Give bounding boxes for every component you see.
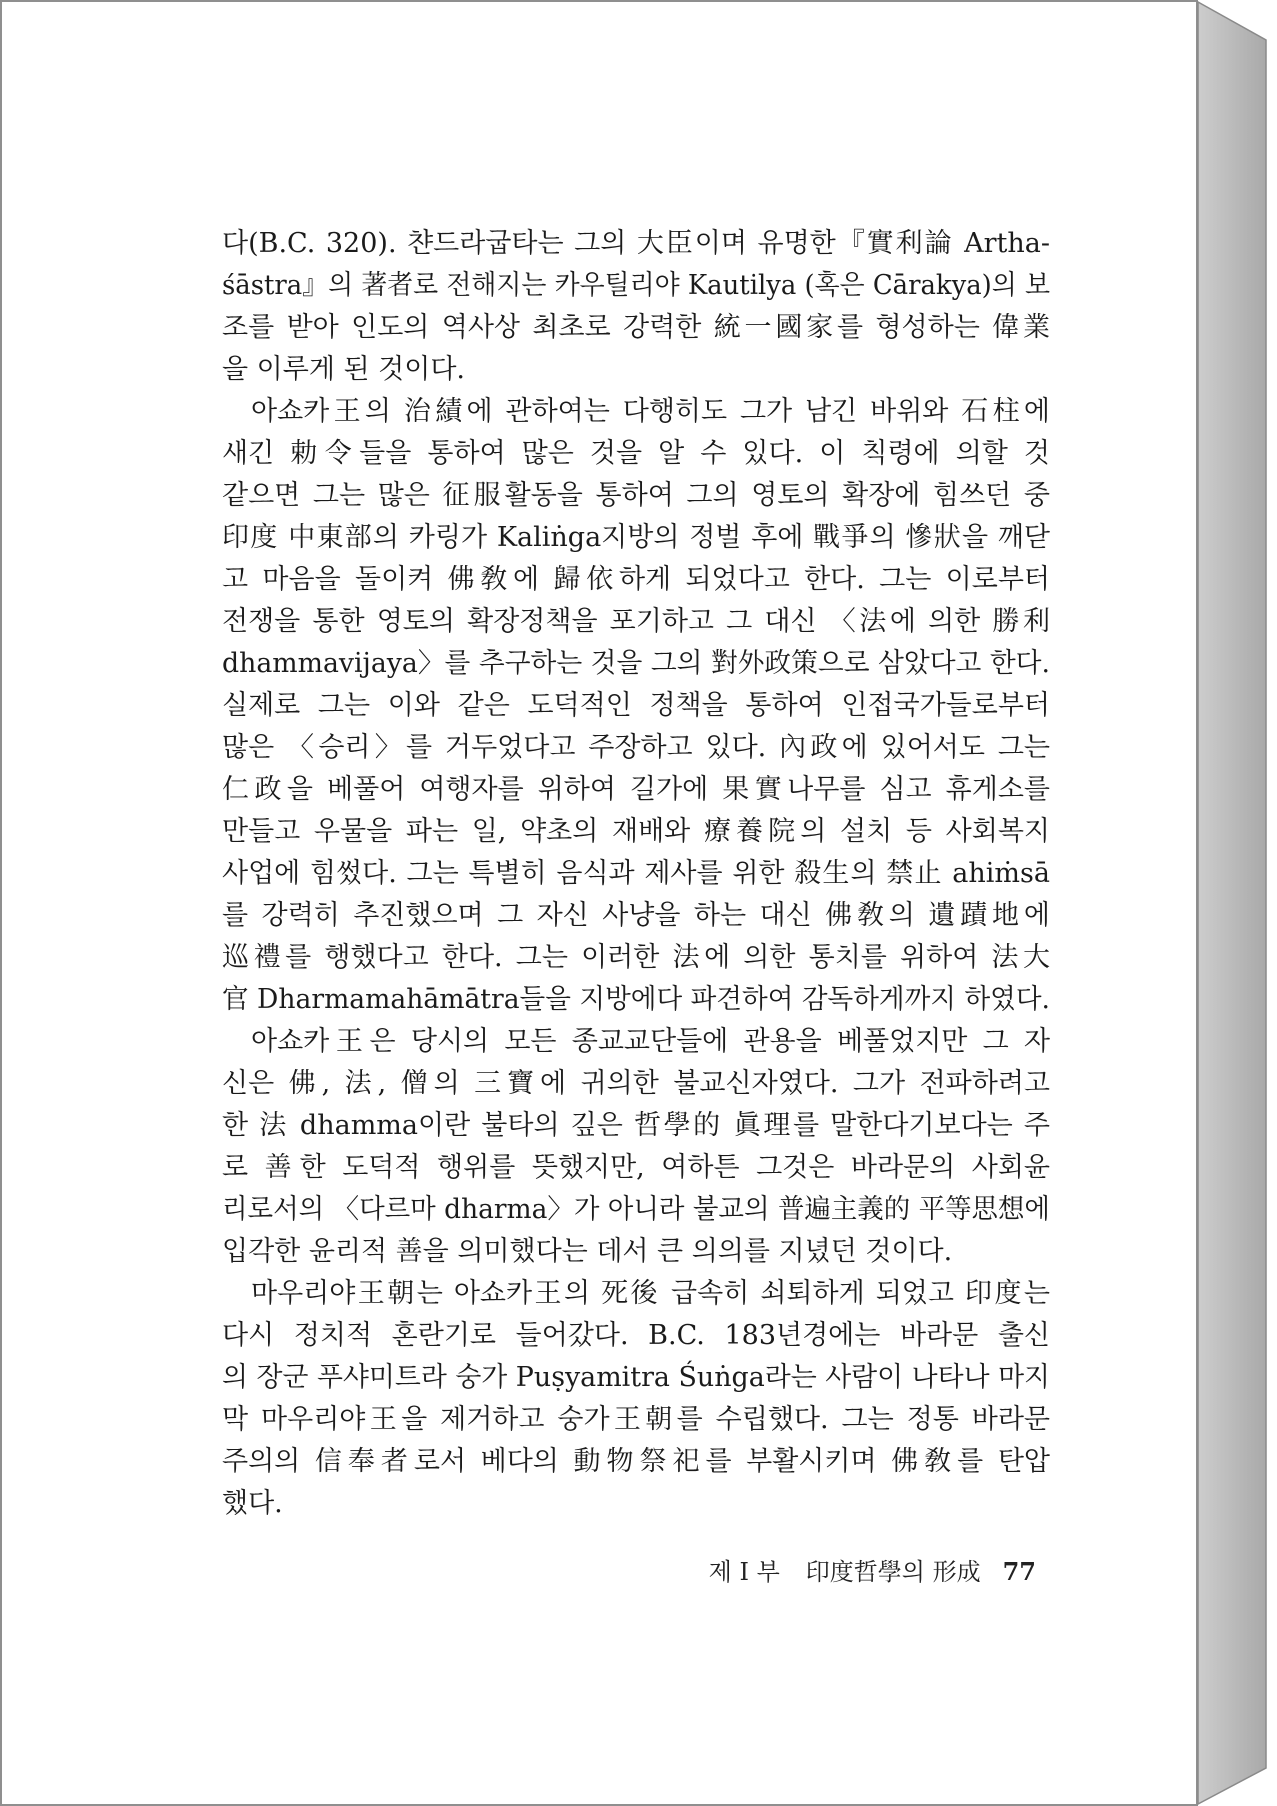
text-line-content: 전쟁을 통한 영토의 확장정책을 포기하고 그 대신 〈法에 의한 勝利 xyxy=(222,606,1050,637)
paragraph xyxy=(222,1021,1050,1273)
text-line xyxy=(222,1147,1050,1189)
text-line xyxy=(222,391,1050,433)
text-line-content: 을 이루게 된 것이다. xyxy=(222,354,465,385)
text-line xyxy=(222,853,1050,895)
text-line xyxy=(222,517,1050,559)
text-line-content: 다시 정치적 혼란기로 들어갔다. B.C. 183년경에는 바라문 출신 xyxy=(222,1320,1050,1351)
footer-chapter-title: 印度哲學의 形成 xyxy=(805,1558,981,1586)
text-line xyxy=(222,1399,1050,1441)
text-line xyxy=(222,433,1050,475)
text-line-content: 아쇼카王은 당시의 모든 종교교단들에 관용을 베풀었지만 그 자 xyxy=(251,1026,1050,1057)
text-line-content: 신은 佛, 法, 僧의 三寶에 귀의한 불교신자였다. 그가 전파하려고 xyxy=(222,1068,1050,1099)
text-line-content: 실제로 그는 이와 같은 도덕적인 정책을 통하여 인접국가들로부터 xyxy=(222,690,1050,721)
page-body-text xyxy=(222,223,1050,1525)
book-spine xyxy=(1196,0,1277,1806)
text-line-content: 巡禮를 행했다고 한다. 그는 이러한 法에 의한 통치를 위하여 法大 xyxy=(222,942,1050,973)
text-line-content: dhammavijaya〉를 추구하는 것을 그의 對外政策으로 삼았다고 한다. xyxy=(222,648,1050,679)
text-line-content: 했다. xyxy=(222,1488,283,1519)
text-line-content: 官 Dharmamahāmātra들을 지방에다 파견하여 감독하게까지 하였다. xyxy=(222,984,1050,1015)
text-line-content: 막 마우리야王을 제거하고 숭가王朝를 수립했다. 그는 정통 바라문 xyxy=(222,1404,1050,1435)
page-footer xyxy=(709,1554,1036,1590)
text-line-content: 아쇼카王의 治績에 관하여는 다행히도 그가 남긴 바위와 石柱에 xyxy=(251,396,1050,427)
text-line xyxy=(222,1021,1050,1063)
book-spine-face xyxy=(1198,2,1266,1804)
page-number: 77 xyxy=(1002,1557,1036,1586)
paragraph xyxy=(222,223,1050,391)
text-line-content: 를 강력히 추진했으며 그 자신 사냥을 하는 대신 佛敎의 遺蹟地에 xyxy=(222,900,1050,931)
text-line-content: 리로서의 〈다르마 dharma〉가 아니라 불교의 普遍主義的 平等思想에 xyxy=(222,1194,1050,1225)
text-line xyxy=(222,811,1050,853)
text-line xyxy=(222,979,1050,1021)
text-line xyxy=(222,475,1050,517)
text-line xyxy=(222,1063,1050,1105)
text-line-content: 로 善한 도덕적 행위를 뜻했지만, 여하튼 그것은 바라문의 사회윤 xyxy=(222,1152,1050,1183)
text-line xyxy=(222,895,1050,937)
text-line-content: 같으면 그는 많은 征服활동을 통하여 그의 영토의 확장에 힘쓰던 중 xyxy=(222,480,1050,511)
text-line xyxy=(222,265,1050,307)
paragraph xyxy=(222,391,1050,1021)
text-line-content: 한 法 dhamma이란 불타의 깊은 哲學的 眞理를 말한다기보다는 주 xyxy=(222,1110,1050,1141)
text-line-content: 조를 받아 인도의 역사상 최초로 강력한 統一國家를 형성하는 偉業 xyxy=(222,312,1050,343)
text-line xyxy=(222,937,1050,979)
footer-part-label: 제 I 부 xyxy=(708,1558,780,1586)
text-line-content: 의 장군 푸샤미트라 숭가 Puṣyamitra Śuṅga라는 사람이 나타나 마지 xyxy=(222,1362,1050,1393)
text-line xyxy=(222,223,1050,265)
text-line-content: 다(B.C. 320). 챤드라굽타는 그의 大臣이며 유명한『實利論 Artha- xyxy=(222,228,1050,259)
text-line xyxy=(222,1315,1050,1357)
text-line-content: 印度 中東部의 카링가 Kaliṅga지방의 정벌 후에 戰爭의 慘狀을 깨닫 xyxy=(222,522,1050,553)
text-line-content: 고 마음을 돌이켜 佛敎에 歸依하게 되었다고 한다. 그는 이로부터 xyxy=(222,564,1050,595)
text-line-content: 많은 〈승리〉를 거두었다고 주장하고 있다. 內政에 있어서도 그는 xyxy=(222,732,1050,763)
text-line xyxy=(222,1231,1050,1273)
text-line xyxy=(222,559,1050,601)
text-line xyxy=(222,1273,1050,1315)
text-line-content: 주의의 信奉者로서 베다의 動物祭祀를 부활시키며 佛敎를 탄압 xyxy=(222,1446,1050,1477)
text-line-content: śāstra』의 著者로 전해지는 카우틸리야 Kautilya (혹은 Cārakya)의 보 xyxy=(222,270,1050,301)
text-line xyxy=(222,601,1050,643)
text-line xyxy=(222,1483,1050,1525)
text-line xyxy=(222,349,1050,391)
text-line xyxy=(222,643,1050,685)
text-line-content: 입각한 윤리적 善을 의미했다는 데서 큰 의의를 지녔던 것이다. xyxy=(222,1236,953,1267)
text-line xyxy=(222,769,1050,811)
text-line-content: 마우리야王朝는 아쇼카王의 死後 급속히 쇠퇴하게 되었고 印度는 xyxy=(251,1278,1050,1309)
text-line-content: 사업에 힘썼다. 그는 특별히 음식과 제사를 위한 殺生의 禁止 ahiṁsā xyxy=(222,858,1050,889)
text-line xyxy=(222,685,1050,727)
paragraph xyxy=(222,1273,1050,1525)
text-line-content: 새긴 勅令들을 통하여 많은 것을 알 수 있다. 이 칙령에 의할 것 xyxy=(222,438,1050,469)
text-line xyxy=(222,307,1050,349)
text-line xyxy=(222,727,1050,769)
text-line xyxy=(222,1357,1050,1399)
text-line-content: 仁政을 베풀어 여행자를 위하여 길가에 果實나무를 심고 휴게소를 xyxy=(222,774,1050,805)
text-line xyxy=(222,1189,1050,1231)
text-line xyxy=(222,1105,1050,1147)
text-line-content: 만들고 우물을 파는 일, 약초의 재배와 療養院의 설치 등 사회복지 xyxy=(222,816,1050,847)
text-line xyxy=(222,1441,1050,1483)
